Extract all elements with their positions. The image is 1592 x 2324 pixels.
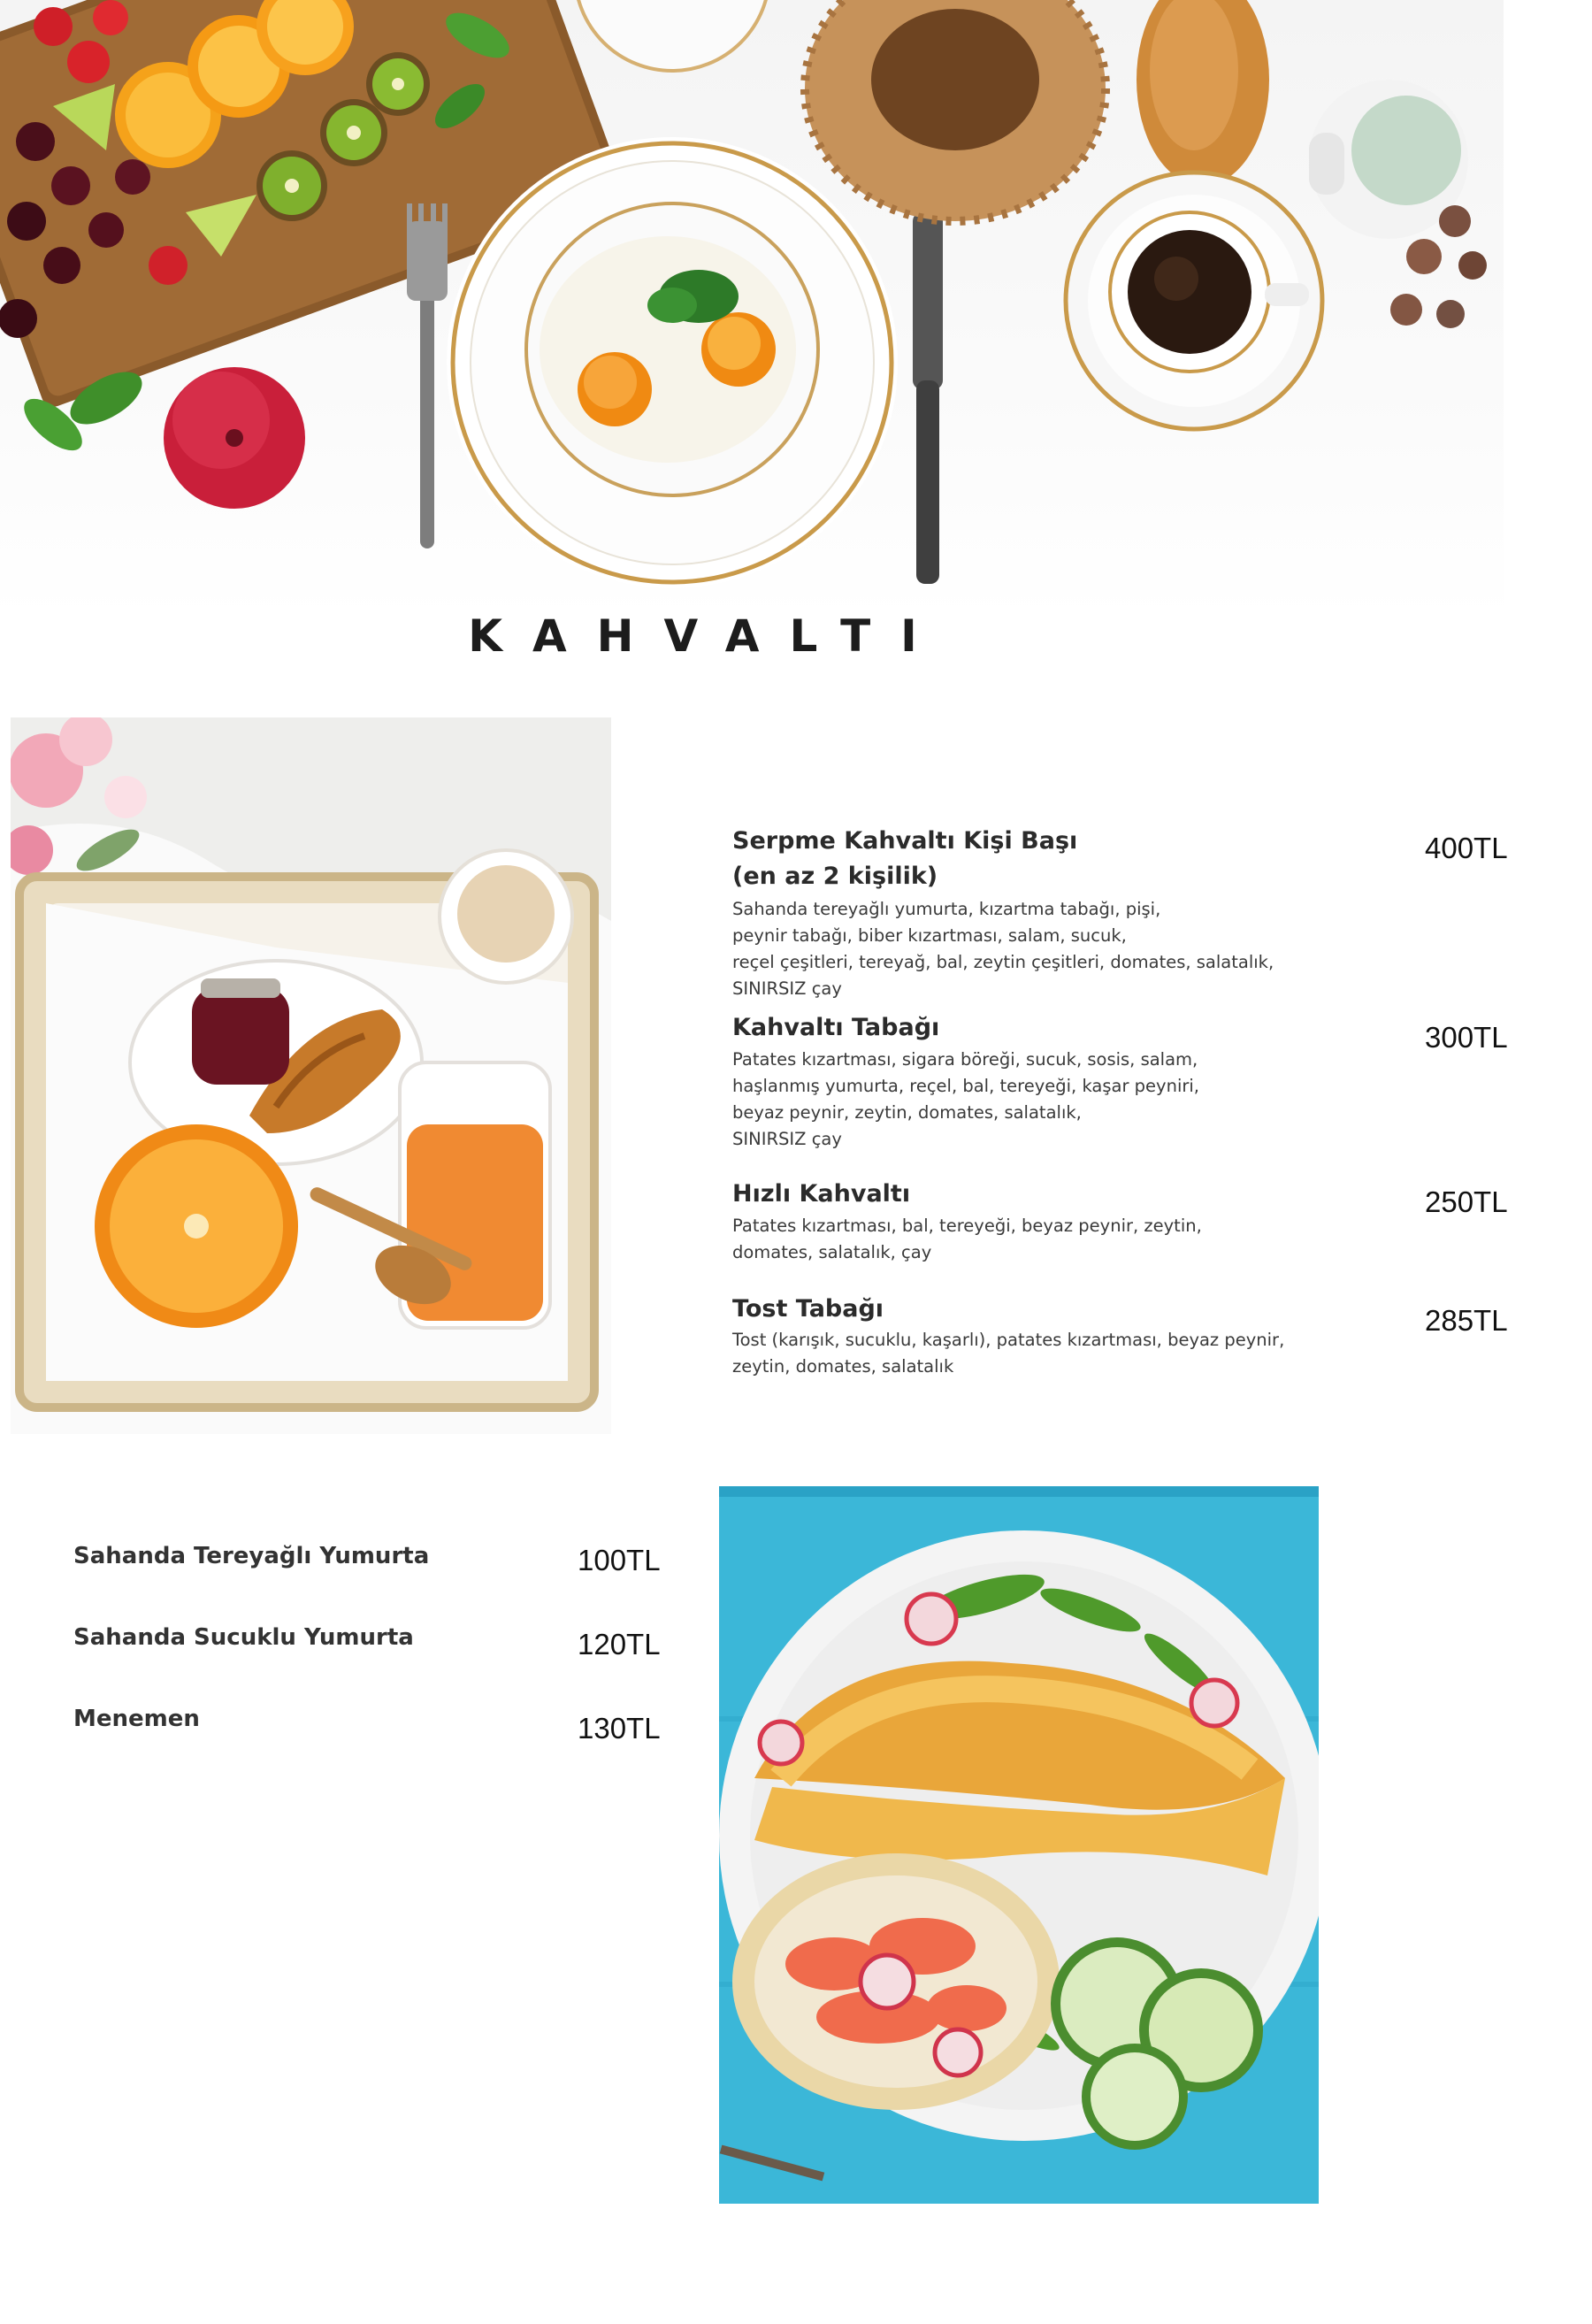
menu-item-description: Tost (karışık, sucuklu, kaşarlı), patates kızartması, beyaz peynir, zeytin, domates, salatalık [732, 1330, 1285, 1377]
egg-item-price: 120TL [578, 1628, 661, 1661]
simit-bagel [805, 0, 1106, 221]
menu-item-price: 250TL [1425, 1185, 1508, 1218]
menu-item-description: Sahanda tereyağlı yumurta, kızartma tabağı, pişi, peynir tabağı, biber kızartması, salam, sucuk, reçel çeşitleri, tereyağ, bal, zeytin çeşitleri, domates, salatalık, SINIRSIZ çay [732, 899, 1274, 999]
menu-item-description: Patates kızartması, bal, tereyeği, beyaz peynir, zeytin, domates, salatalık, çay [732, 1216, 1202, 1262]
menu-item-name: Serpme Kahvaltı Kişi Başı [732, 827, 1078, 855]
menu-item-price: 400TL [1425, 832, 1508, 864]
egg-item-name: Sahanda Tereyağlı Yumurta [73, 1543, 430, 1569]
egg-plate [447, 137, 898, 588]
menu-item-name: Hızlı Kahvaltı [732, 1180, 911, 1208]
menu-item-description: Patates kızartması, sigara böreği, sucuk, sosis, salam, haşlanmış yumurta, reçel, bal, tereyeği, kaşar peyniri, beyaz peynir, zeytin, domates, salatalık, SINIRSIZ çay [732, 1049, 1199, 1149]
menu-item-price: 300TL [1425, 1021, 1508, 1054]
menu-item-name-note: (en az 2 kişilik) [732, 863, 938, 890]
coffee-cup [1066, 173, 1322, 429]
menu-item-price: 285TL [1425, 1304, 1508, 1337]
omelette-plate-photo [719, 1486, 1319, 2204]
egg-item-name: Menemen [73, 1706, 200, 1732]
egg-item-price: 100TL [578, 1544, 661, 1576]
knife [913, 212, 943, 584]
section-title: KAHVALTI [468, 610, 947, 662]
breakfast-tray-photo [11, 717, 611, 1434]
menu-item-name: Kahvaltı Tabağı [732, 1014, 940, 1041]
egg-item-name: Sahanda Sucuklu Yumurta [73, 1624, 414, 1651]
menu-item-name: Tost Tabağı [732, 1295, 884, 1323]
egg-item-price: 130TL [578, 1712, 661, 1745]
hero-breakfast-photo [0, 0, 1504, 619]
fork [407, 203, 448, 548]
